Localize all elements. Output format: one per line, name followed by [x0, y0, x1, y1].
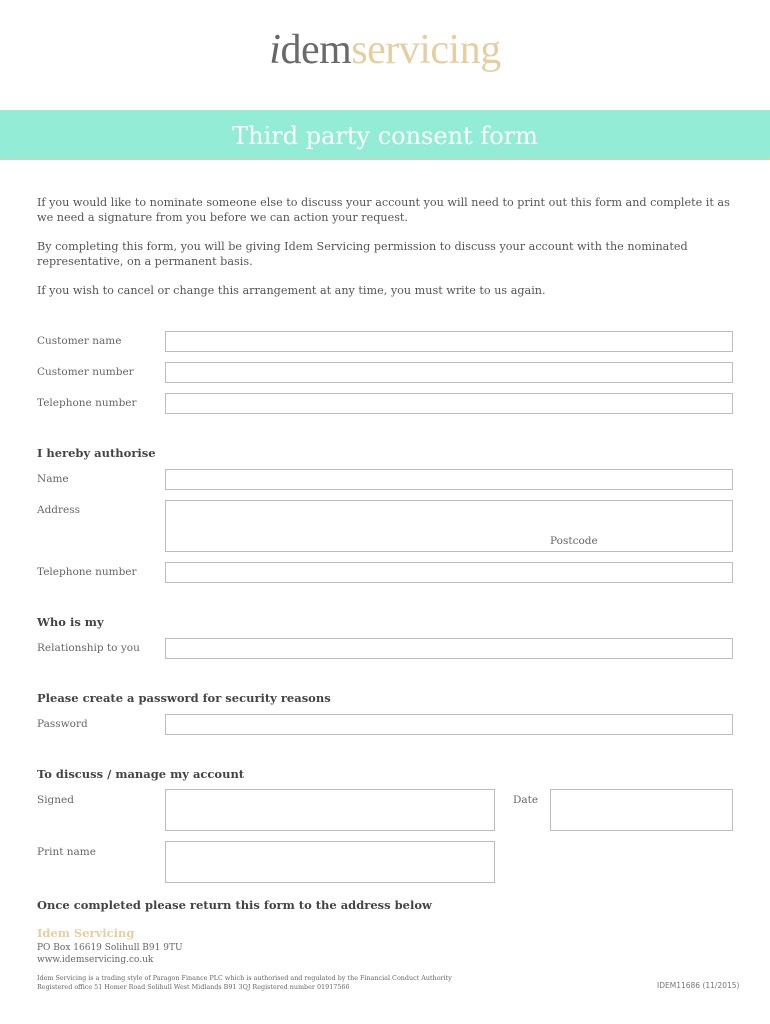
customer-name-label: Customer name: [37, 335, 122, 347]
customer-telephone-label: Telephone number: [37, 397, 137, 409]
logo-i: i: [269, 27, 281, 73]
website: www.idemservicing.co.uk: [37, 955, 154, 965]
signature-field[interactable]: [165, 789, 495, 831]
form-reference: IDEM11686 (11/2015): [657, 981, 740, 990]
nominee-telephone-label: Telephone number: [37, 566, 137, 578]
relationship-heading: Who is my: [37, 615, 104, 629]
company-name: Idem Servicing: [37, 926, 135, 940]
postcode-label: Postcode: [550, 535, 598, 547]
customer-name-field[interactable]: [165, 331, 733, 352]
customer-telephone-field[interactable]: [165, 393, 733, 414]
signed-label: Signed: [37, 794, 74, 806]
print-name-label: Print name: [37, 846, 96, 858]
password-label: Password: [37, 718, 88, 730]
intro-paragraph-2: By completing this form, you will be giving Idem Servicing permission to discuss your account with the nominated representative, on a permanent basis.: [37, 240, 688, 268]
legal-line-1: Idem Servicing is a trading style of Paragon Finance PLC which is authorised and regulated by the Financial Conduct Authority: [37, 974, 452, 982]
intro-paragraph-3: If you wish to cancel or change this arrangement at any time, you must write to us again.: [37, 284, 546, 297]
nominee-address-field[interactable]: [165, 500, 733, 552]
logo-servicing: servicing: [351, 27, 501, 73]
idem-servicing-logo: [0, 26, 770, 74]
customer-number-field[interactable]: [165, 362, 733, 383]
password-field[interactable]: [165, 714, 733, 735]
legal-line-2: Registered office 51 Homer Road Solihull West Midlands B91 3QJ Registered number 01917566: [37, 983, 350, 991]
return-heading: Once completed please return this form to the address below: [37, 898, 432, 912]
nominee-telephone-field[interactable]: [165, 562, 733, 583]
nominee-name-field[interactable]: [165, 469, 733, 490]
return-address: PO Box 16619 Solihull B91 9TU: [37, 943, 183, 953]
authorise-heading: I hereby authorise: [37, 446, 156, 460]
date-label: Date: [513, 794, 539, 806]
discuss-heading: To discuss / manage my account: [37, 767, 245, 781]
logo-dem: dem: [280, 27, 352, 73]
customer-number-label: Customer number: [37, 366, 134, 378]
date-field[interactable]: [550, 789, 733, 831]
nominee-name-label: Name: [37, 473, 69, 485]
password-heading: Please create a password for security reasons: [37, 691, 331, 705]
intro-paragraph-1: If you would like to nominate someone else to discuss your account you will need to print out this form and complete it as we need a signature from you before we can action your request.: [37, 196, 730, 224]
page-title: Third party consent form: [232, 122, 538, 150]
nominee-address-label: Address: [37, 504, 81, 516]
print-name-field[interactable]: [165, 841, 495, 883]
relationship-field[interactable]: [165, 638, 733, 659]
relationship-label: Relationship to you: [37, 642, 140, 654]
